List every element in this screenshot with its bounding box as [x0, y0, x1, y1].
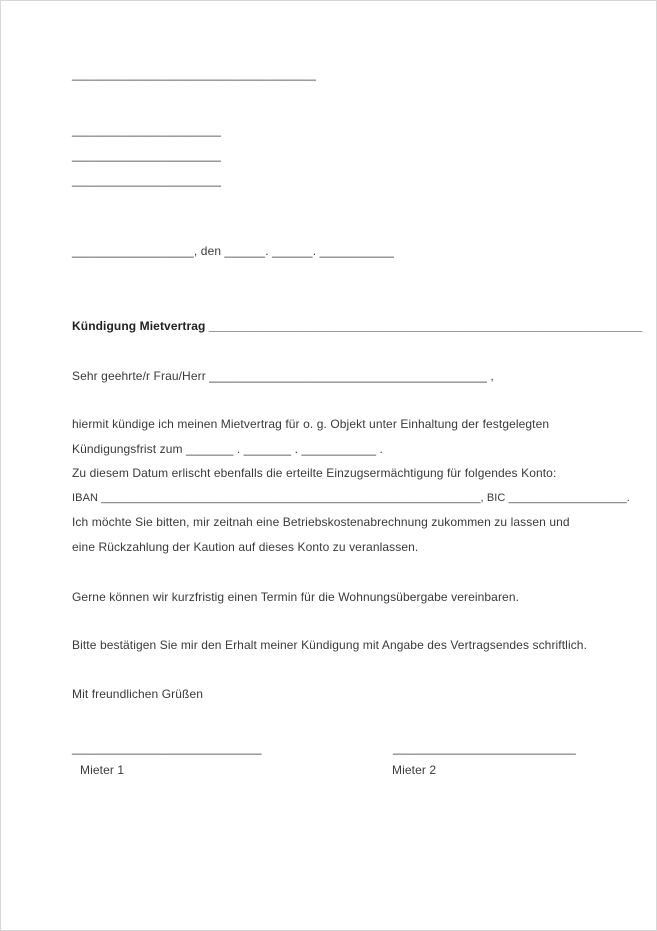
appointment-paragraph: Gerne können wir kurzfristig einen Termin für die Wohnungsübergabe vereinbaren. — [72, 590, 520, 604]
subject-label: Kündigung Mietvertrag — [72, 319, 206, 333]
salutation: Sehr geehrte/r Frau/Herr _________________________________________ , — [72, 369, 494, 383]
subject-line — [72, 319, 642, 333]
signature-label-left: Mieter 1 — [80, 763, 125, 777]
confirmation-paragraph: Bitte bestätigen Sie mir den Erhalt meiner Kündigung mit Angabe des Vertragsendes schriftlich. — [72, 638, 588, 652]
subject-blank: ________________________________________________________________ — [208, 319, 643, 333]
signature-label-right: Mieter 2 — [392, 763, 437, 777]
body-line-1: hiermit kündige ich meinen Mietvertrag für o. g. Objekt unter Einhaltung der festgelegten — [72, 417, 550, 431]
sender-address-line-1: ______________________ — [72, 123, 222, 137]
sender-address-line-2: ______________________ — [72, 148, 222, 162]
sender-name-line: ____________________________________ — [72, 67, 316, 81]
place-date-line: __________________, den ______. ______. ___________ — [72, 244, 395, 258]
body-line-2: Kündigungsfrist zum _______ . _______ . ___________ . — [72, 442, 383, 456]
closing-greeting: Mit freundlichen Grüßen — [72, 687, 204, 701]
body-line-6: eine Rückzahlung der Kaution auf dieses Konto zu veranlassen. — [72, 540, 419, 554]
signature-line-right: ___________________________ — [393, 741, 576, 755]
signature-line-left: ____________________________ — [72, 741, 262, 755]
body-line-3: Zu diesem Datum erlischt ebenfalls die erteilte Einzugsermächtigung für folgendes Konto: — [72, 466, 557, 480]
iban-bic-line: IBAN _____________________________________________________________, BIC ___________________. — [72, 492, 630, 504]
sender-address-line-3: ______________________ — [72, 173, 222, 187]
body-line-5: Ich möchte Sie bitten, mir zeitnah eine Betriebskostenabrechnung zukommen zu lassen und — [72, 515, 570, 529]
